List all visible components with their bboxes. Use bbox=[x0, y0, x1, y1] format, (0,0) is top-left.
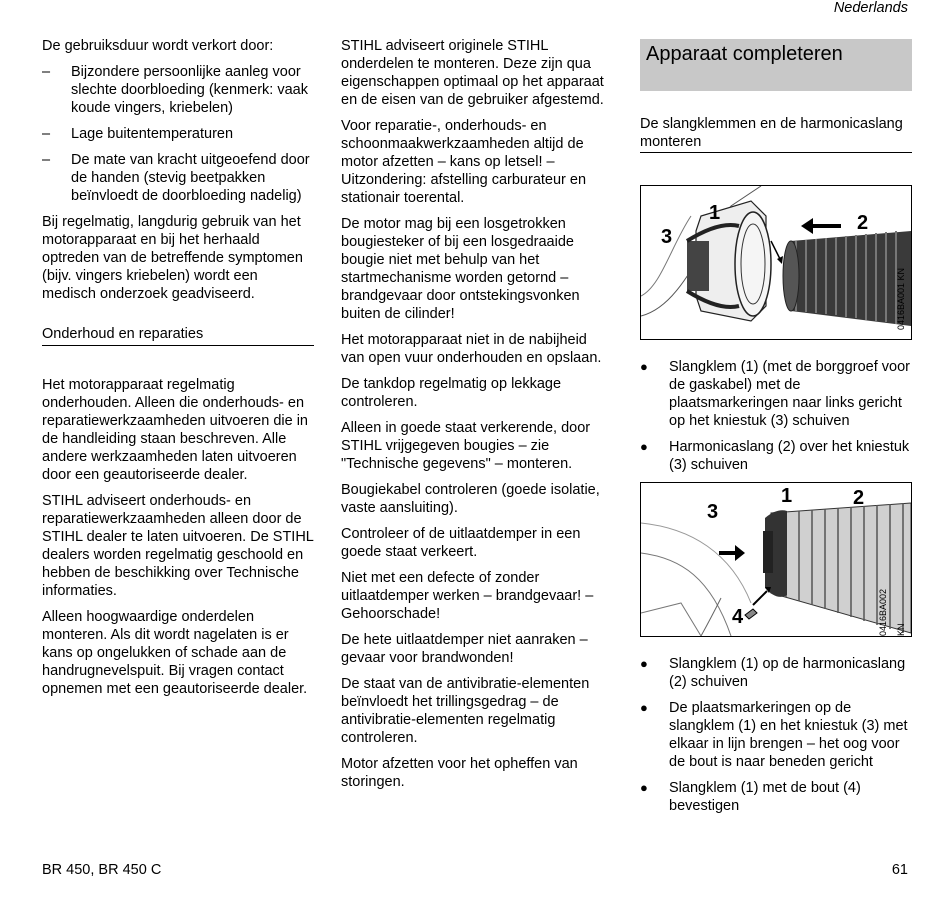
column-right bbox=[640, 37, 912, 823]
dash-item bbox=[42, 63, 314, 117]
column-left bbox=[42, 37, 314, 706]
list-item bbox=[640, 358, 912, 430]
dash-item bbox=[42, 125, 314, 143]
column-middle bbox=[341, 37, 613, 799]
warning-text: brandgevaar bbox=[341, 288, 423, 304]
bullet-mark: ● bbox=[640, 439, 648, 454]
text-run: De motor mag bij een losgetrokken bougiesteker of bij een losgedraaide bougie niet met behulp van het startmechanisme worden getornd – bbox=[341, 216, 574, 286]
paragraph-muffler: Controleer of de uitlaatdemper in een goede staat verkeert. bbox=[341, 526, 581, 560]
paragraph-tank-cap: De tankdop regelmatig op lekkage controleren. bbox=[341, 376, 562, 410]
bullet-mark: ● bbox=[640, 359, 648, 374]
list-item-text: Slangklem (1) op de harmonicaslang (2) schuiven bbox=[669, 656, 906, 690]
dash-item-text: Lage buitentemperaturen bbox=[71, 126, 234, 142]
paragraph-regular-use: Bij regelmatig, langdurig gebruik van het motorapparaat en bij het herhaald optreden van de betreffende symptomen (bijv. vingers kriebelen) wordt een medisch onderzoek geadviseerd. bbox=[42, 214, 303, 302]
dash-mark: – bbox=[42, 152, 51, 168]
callout-3: 3 bbox=[707, 501, 719, 523]
dash-item-text: Bijzondere persoonlijke aanleg voor slechte doorbloeding (kenmerk: vaak koude vingers, kriebelen) bbox=[71, 64, 308, 116]
dash-mark: – bbox=[42, 64, 51, 80]
paragraph-original-parts: STIHL adviseert originele STIHL onderdelen te monteren. Deze zijn qua eigenschappen optimaal op het apparaat en de eisen van de gebruiker afgestemd. bbox=[341, 38, 604, 108]
paragraph-open-fire: Het motorapparaat niet in de nabijheid van open vuur onderhouden en opslaan. bbox=[341, 332, 602, 366]
paragraph-stop-motor: Motor afzetten voor het opheffen van storingen. bbox=[341, 756, 578, 790]
figure2-drawing bbox=[641, 483, 911, 636]
paragraph-repair bbox=[341, 117, 613, 207]
callout-4: 4 bbox=[732, 606, 744, 628]
dash-mark: – bbox=[42, 126, 51, 142]
bullet-mark: ● bbox=[640, 780, 648, 795]
paragraph-defect bbox=[341, 569, 613, 623]
paragraph-spark-plug bbox=[341, 215, 613, 323]
callout-2: 2 bbox=[857, 212, 869, 234]
heading-maintenance: Onderhoud en reparaties bbox=[42, 325, 314, 346]
warning-text: gevaar voor brandwonden! bbox=[341, 650, 514, 666]
list-item bbox=[640, 699, 912, 771]
list-item bbox=[640, 438, 912, 474]
callout-1: 1 bbox=[781, 485, 793, 507]
page-number: 61 bbox=[891, 862, 908, 878]
text-run: door ontstekingsvonken buiten de cilinder! bbox=[341, 288, 580, 322]
warning-text: brandgevaar! – Gehoorschade! bbox=[341, 588, 594, 622]
bullet-mark: ● bbox=[640, 656, 648, 671]
footer-model: BR 450, BR 450 C bbox=[42, 862, 162, 878]
list-item-text: Slangklem (1) met de bout (4) bevestigen bbox=[669, 780, 861, 814]
figure-clamp-on-hose bbox=[640, 482, 912, 637]
callout-2: 2 bbox=[853, 487, 865, 509]
language-label: Nederlands bbox=[833, 0, 908, 16]
text-run: – Uitzondering: afstelling carburateur en stationair toerental. bbox=[341, 154, 587, 206]
figure-code: 0416BA001 KN bbox=[896, 268, 906, 331]
dash-item bbox=[42, 151, 314, 205]
callout-3: 3 bbox=[661, 226, 673, 248]
intro-text: De gebruiksduur wordt verkort door: bbox=[42, 38, 274, 54]
paragraph-plugs: Alleen in goede staat verkerende, door STIHL vrijgegeven bougies – zie "Technische gegevens" – monteren. bbox=[341, 420, 591, 472]
list-item-text: Harmonicaslang (2) over het kniestuk (3) schuiven bbox=[669, 439, 910, 473]
paragraph-parts: Alleen hoogwaardige onderdelen monteren. Als dit wordt nagelaten is er kans op ongelukken of schade aan de handrugnevelspuit. Bij vragen contact opnemen met een geautoriseerde dealer. bbox=[42, 609, 308, 697]
paragraph-maintain: Het motorapparaat regelmatig onderhouden. Alleen die onderhouds- en reparatiewerkzaamheden uitvoeren die in de handleiding staan beschreven. Alle andere werkzaamheden laten uitvoeren door een geautoriseerde dealer. bbox=[42, 377, 308, 483]
figure-hose-clamp-elbow bbox=[640, 185, 912, 340]
callout-1: 1 bbox=[709, 202, 721, 224]
list-item-text: De plaatsmarkeringen op de slangklem (1) en het kniestuk (3) met elkaar in lijn brengen – het oog voor de bout is naar beneden gericht bbox=[669, 700, 908, 770]
figure1-drawing bbox=[641, 186, 911, 339]
text-run: Niet met een defecte of zonder uitlaatdemper werken – bbox=[341, 570, 540, 604]
list-item-text: Slangklem (1) (met de borggroef voor de gaskabel) met de plaatsmarkeringen naar links gericht op het kniestuk (3) schuiven bbox=[669, 359, 910, 429]
dash-item-text: De mate van kracht uitgeoefend door de handen (stevig beetpakken beïnvloedt de doorbloeding nadelig) bbox=[71, 152, 310, 204]
list-item bbox=[640, 655, 912, 691]
paragraph-hot bbox=[341, 631, 613, 667]
section-title: Apparaat completeren bbox=[640, 39, 912, 91]
text-run: De hete uitlaatdemper niet aanraken – bbox=[341, 632, 588, 648]
bullet-mark: ● bbox=[640, 700, 648, 715]
paragraph-antivibration: De staat van de antivibratie-elementen beïnvloedt het trillingsgedrag – de antivibratie-elementen regelmatig controleren. bbox=[341, 676, 590, 746]
text-run: Voor reparatie-, onderhouds- en schoonmaakwerkzaamheden altijd bbox=[341, 118, 568, 152]
paragraph-stihl-dealers: STIHL adviseert onderhouds- en reparatiewerkzaamheden alleen door de STIHL dealer te laten uitvoeren. De STIHL dealers worden regelmatig geschoold en hebben de beschikking over Technische informaties. bbox=[42, 493, 314, 599]
subheading: De slangklemmen en de harmonicaslang monteren bbox=[640, 115, 912, 153]
list-item bbox=[640, 779, 912, 815]
paragraph-cable: Bougiekabel controleren (goede isolatie, vaste aansluiting). bbox=[341, 482, 600, 516]
figure-code: 0416BA002 KN bbox=[878, 588, 906, 636]
warning-text: de motor afzetten – kans op letsel! bbox=[341, 136, 584, 170]
